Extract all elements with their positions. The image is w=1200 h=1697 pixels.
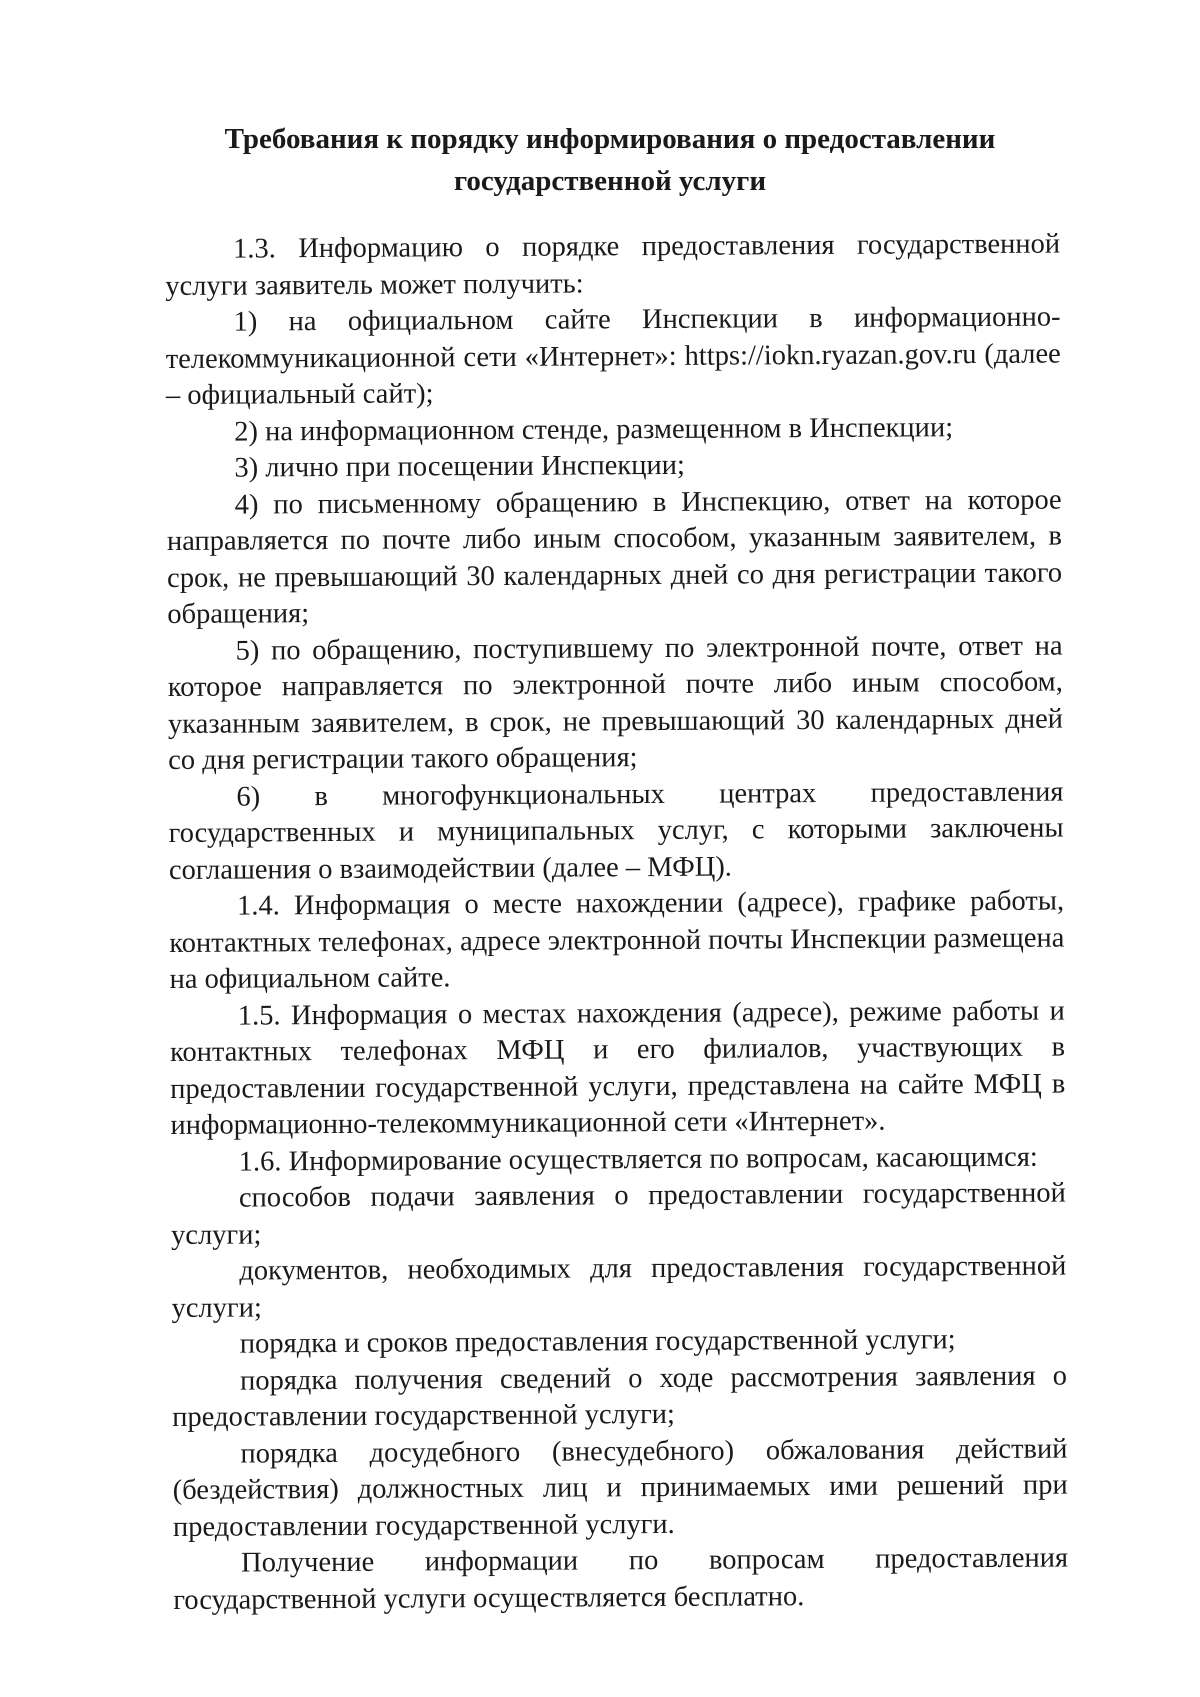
paragraph-1-4: 1.4. Информация о месте нахождении (адресе), графике работы, контактных телефонах, адресе электронной почты Инспекции размещена на официальном сайте. bbox=[169, 885, 1065, 995]
official-site-url: https://iokn.ryazan.gov.ru bbox=[684, 338, 977, 372]
paragraph-1-3-item-2: 2) на информационном стенде, размещенном в Инспекции; bbox=[234, 411, 954, 448]
item-1-text-prefix: 1) на официальном сайте Инспекции в информационно-телекоммуникационной сети «Интернет»: bbox=[165, 301, 1061, 375]
paragraph-1-6-intro: 1.6. Информирование осуществляется по вопросам, касающимся: bbox=[238, 1141, 1038, 1178]
paragraph-1-3-item-3: 3) лично при посещении Инспекции; bbox=[234, 449, 685, 484]
paragraph-1-6-item-1: способов подачи заявления о предоставлении государственной услуги; bbox=[171, 1177, 1066, 1251]
paragraph-1-3-intro: 1.3. Информацию о порядке предоставления государственной услуги заявитель может получить: bbox=[165, 228, 1061, 302]
title-line-1: Требования к порядку информирования о предоставлении bbox=[224, 123, 996, 155]
paragraph-1-3-item-5: 5) по обращению, поступившему по электронной почте, ответ на которое направляется по электронной почте либо иным способом, указанным заявителем, в срок, не превышающий 30 календарных дней со дня регистрации такого обращения; bbox=[167, 630, 1064, 776]
paragraph-1-3-item-6: 6) в многофункциональных центрах предоставления государственных и муниципальных услуг, с которыми заключены соглашения о взаимодействии (далее – МФЦ). bbox=[168, 776, 1064, 886]
paragraph-1-5: 1.5. Информация о местах нахождения (адресе), режиме работы и контактных телефонах МФЦ и его филиалов, участвующих в предоставлении государственной услуги, представлена на сайте МФЦ в информационно-телекоммуникационной сети «Интернет». bbox=[169, 995, 1066, 1141]
title-line-2: государственной услуги bbox=[453, 165, 767, 197]
paragraph-1-6-item-4: порядка получения сведений о ходе рассмотрения заявления о предоставлении государственной услуги; bbox=[172, 1360, 1068, 1433]
paragraph-final: Получение информации по вопросам предоставления государственной услуги осуществляется бесплатно. bbox=[173, 1542, 1069, 1616]
item-1-text-suffix: (далее – официальный сайт); bbox=[165, 338, 1061, 411]
paragraph-1-6-item-3: порядка и сроков предоставления государственной услуги; bbox=[239, 1324, 956, 1360]
document-body bbox=[165, 227, 1068, 1619]
paragraph-1-3-item-1 bbox=[165, 300, 1061, 415]
paragraph-1-3-item-4: 4) по письменному обращению в Инспекцию, ответ на которое направляется по почте либо иным способом, указанным заявителем, в срок, не превышающий 30 календарных дней со дня регистрации такого обращения; bbox=[166, 484, 1063, 630]
document-title bbox=[160, 118, 1060, 202]
paragraph-1-6-item-2: документов, необходимых для предоставления государственной услуги; bbox=[171, 1250, 1067, 1324]
paragraph-1-6-item-5: порядка досудебного (внесудебного) обжалования действий (бездействия) должностных лиц и принимаемых ими решений при предоставлении государственной услуги. bbox=[172, 1433, 1068, 1543]
